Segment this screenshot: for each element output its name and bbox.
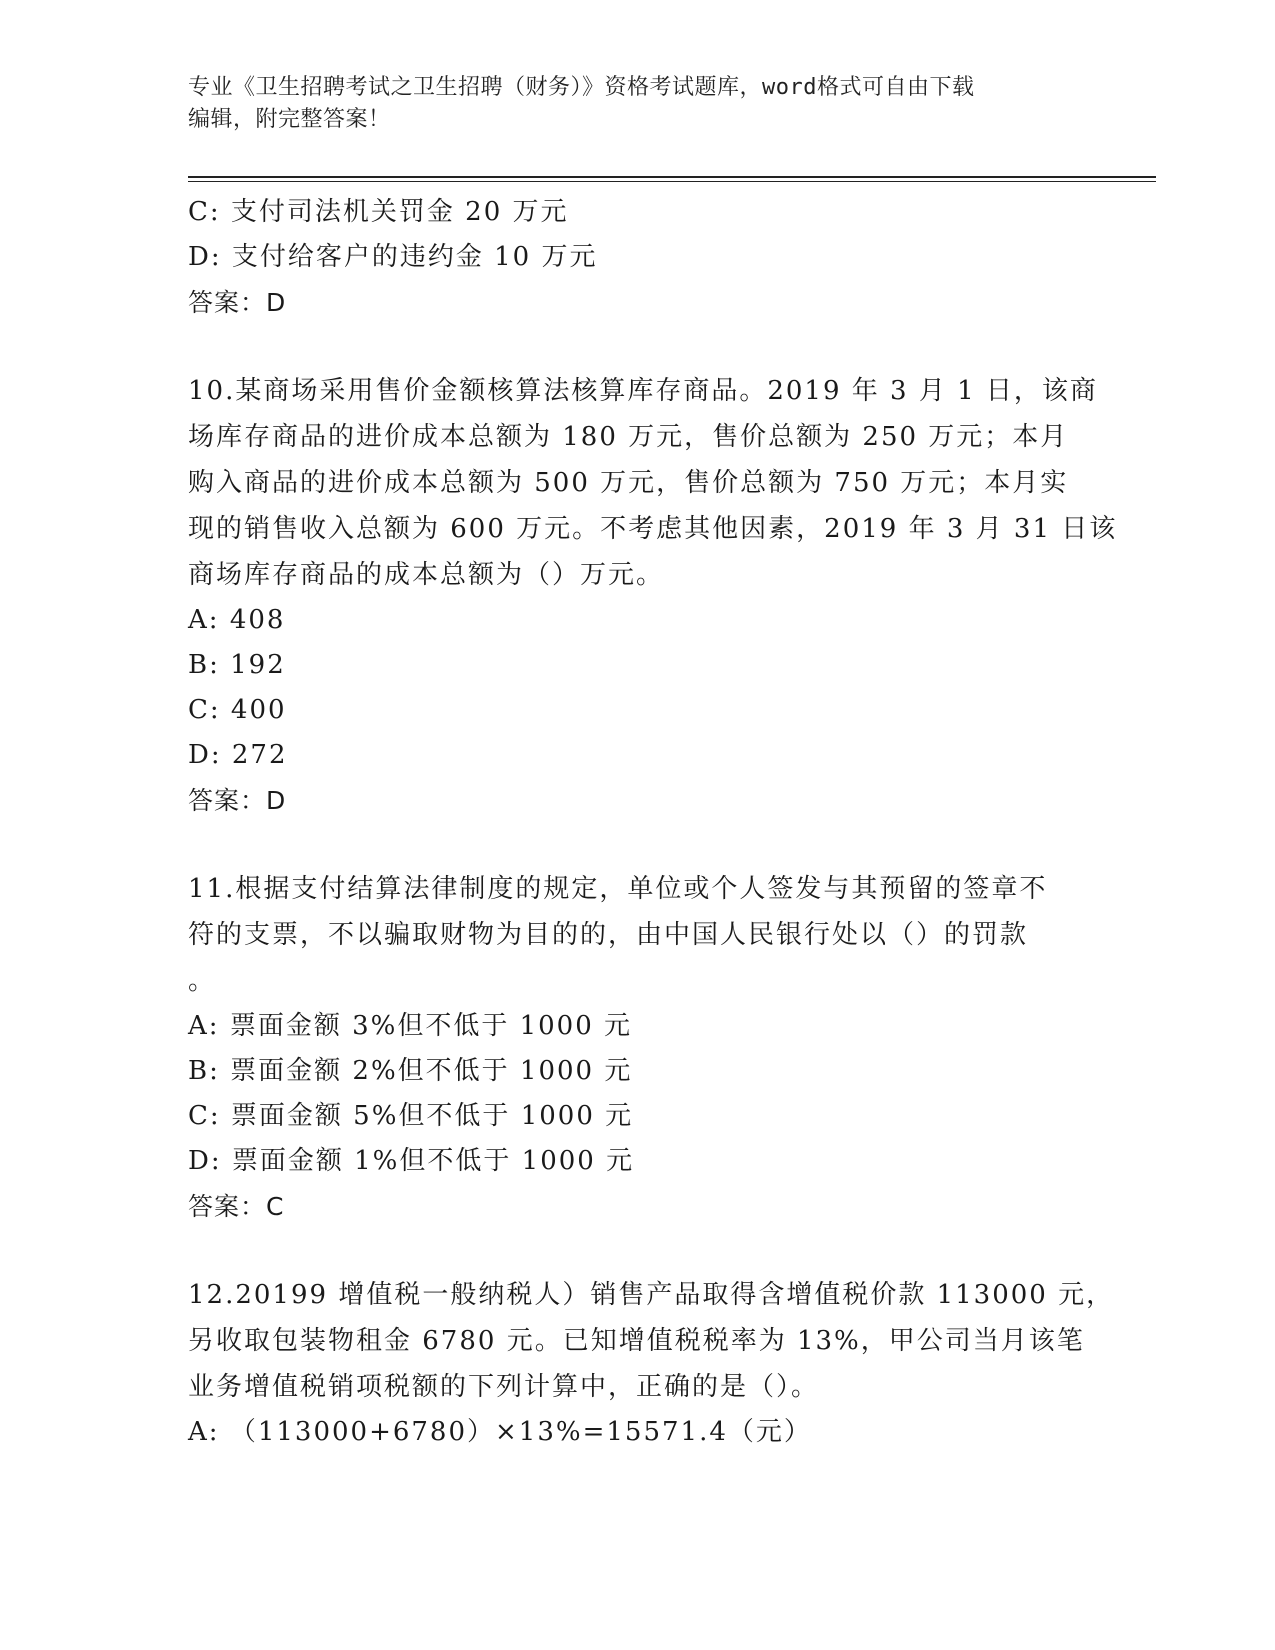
option-line bbox=[188, 688, 1088, 733]
option-line bbox=[188, 1410, 1088, 1455]
option-text: 192 bbox=[230, 650, 286, 680]
option-label: C: bbox=[188, 197, 221, 227]
option-line bbox=[188, 1139, 1088, 1184]
option-text: 支付司法机关罚金 20 万元 bbox=[230, 197, 569, 227]
document-body bbox=[188, 190, 1118, 1455]
spacer bbox=[188, 1229, 1088, 1272]
option-line bbox=[188, 1094, 1088, 1139]
spacer bbox=[188, 823, 1088, 866]
answer-line: 答案：D bbox=[188, 288, 287, 317]
option-text: 408 bbox=[229, 605, 286, 635]
question-text-line: 。 bbox=[188, 966, 217, 996]
page-header bbox=[188, 72, 1088, 136]
option-label: D: bbox=[188, 242, 222, 272]
option-label: B: bbox=[188, 650, 220, 680]
option-line bbox=[188, 1004, 1088, 1049]
option-text: 票面金额 3%但不低于 1000 元 bbox=[229, 1011, 633, 1041]
header-line-1: 专业《卫生招聘考试之卫生招聘（财务）》资格考试题库，word格式可自由下载 bbox=[188, 75, 975, 100]
option-label: D: bbox=[188, 740, 222, 770]
question-12 bbox=[188, 1272, 1115, 1455]
question-text-line: 11.根据支付结算法律制度的规定，单位或个人签发与其预留的签章不 bbox=[188, 874, 1048, 904]
option-text: （113000+6780）×13%=15571.4（元） bbox=[229, 1417, 812, 1447]
question-text-line: 现的销售收入总额为 600 万元。不考虑其他因素，2019 年 3 月 31 日该 bbox=[188, 514, 1118, 544]
option-text: 支付给客户的违约金 10 万元 bbox=[231, 242, 598, 272]
question-text-line: 商场库存商品的成本总额为（）万元。 bbox=[188, 560, 665, 590]
question-text-line: 场库存商品的进价成本总额为 180 万元，售价总额为 250 万元；本月 bbox=[188, 422, 1069, 452]
option-line bbox=[188, 643, 1088, 688]
question-text-line: 业务增值税销项税额的下列计算中，正确的是（）。 bbox=[188, 1372, 820, 1402]
option-line bbox=[188, 598, 1088, 643]
option-line bbox=[188, 1049, 1088, 1094]
option-label: C: bbox=[188, 695, 221, 725]
question-text-line: 另收取包装物租金 6780 元。已知增值税税率为 13%，甲公司当月该笔 bbox=[188, 1326, 1085, 1356]
prev-question bbox=[188, 190, 1088, 325]
option-label: A: bbox=[188, 1417, 220, 1447]
question-10 bbox=[188, 368, 1118, 823]
option-label: A: bbox=[188, 605, 220, 635]
option-line bbox=[188, 733, 1088, 778]
option-line bbox=[188, 190, 1088, 235]
option-label: D: bbox=[188, 1146, 222, 1176]
question-11 bbox=[188, 866, 1088, 1229]
spacer bbox=[188, 325, 1088, 368]
option-text: 票面金额 2%但不低于 1000 元 bbox=[230, 1056, 633, 1086]
option-label: C: bbox=[188, 1101, 221, 1131]
option-label: B: bbox=[188, 1056, 220, 1086]
header-divider-thin bbox=[188, 181, 1156, 182]
question-text-line: 符的支票，不以骗取财物为目的的，由中国人民银行处以（）的罚款 bbox=[188, 920, 1029, 950]
header-divider-thick bbox=[188, 176, 1156, 178]
option-label: A: bbox=[188, 1011, 220, 1041]
option-text: 272 bbox=[231, 740, 288, 770]
option-text: 票面金额 1%但不低于 1000 元 bbox=[231, 1146, 635, 1176]
header-line-2: 编辑，附完整答案！ bbox=[188, 107, 391, 132]
option-line bbox=[188, 235, 1088, 280]
option-text: 票面金额 5%但不低于 1000 元 bbox=[230, 1101, 634, 1131]
question-text-line: 购入商品的进价成本总额为 500 万元，售价总额为 750 万元；本月实 bbox=[188, 468, 1069, 498]
answer-line: 答案：C bbox=[188, 1192, 285, 1221]
answer-line: 答案：D bbox=[188, 786, 287, 815]
question-text-line: 12.20199 增值税一般纳税人）销售产品取得含增值税价款 113000 元， bbox=[188, 1280, 1115, 1310]
option-text: 400 bbox=[230, 695, 287, 725]
question-text-line: 10.某商场采用售价金额核算法核算库存商品。2019 年 3 月 1 日，该商 bbox=[188, 376, 1098, 406]
